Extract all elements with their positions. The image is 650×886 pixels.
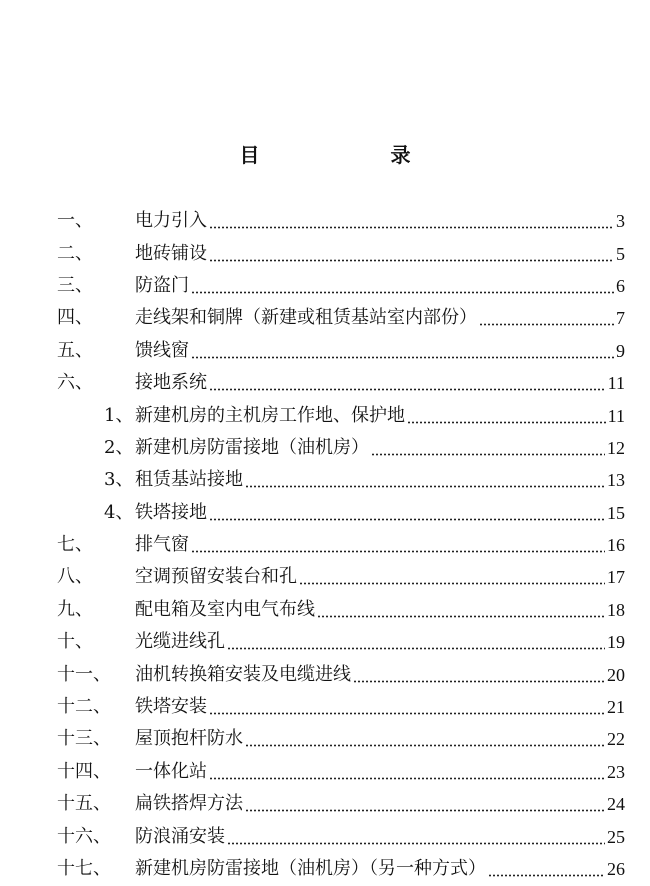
toc-entry[interactable] (57, 561, 625, 593)
toc-leader-dots (371, 439, 605, 457)
toc-entry[interactable] (57, 237, 625, 269)
toc-entry[interactable] (57, 788, 625, 820)
toc-entry-page-number: 23 (607, 761, 625, 782)
toc-entry[interactable] (57, 756, 625, 788)
toc-leader-dots (479, 309, 614, 327)
toc-entry[interactable] (57, 658, 625, 690)
toc-entry-number: 4、 (104, 501, 134, 523)
toc-entry-page-number: 13 (607, 470, 625, 491)
toc-leader-dots (209, 698, 605, 716)
toc-leader-dots (209, 763, 605, 781)
toc-entry-number: 二、 (57, 242, 93, 264)
toc-entry-page-number: 18 (607, 599, 625, 620)
toc-entry[interactable] (57, 529, 625, 561)
toc-leader-dots (245, 795, 605, 813)
toc-entry-page-number: 21 (607, 697, 625, 718)
toc-entry-page-number: 3 (616, 211, 625, 232)
toc-entry-label: 新建机房防雷接地（油机房）（另一种方式） (135, 858, 486, 879)
toc-entry-number: 五、 (57, 339, 93, 361)
toc-entry-label: 防盗门 (135, 274, 189, 296)
toc-entry-number: 十、 (57, 631, 93, 653)
toc-entry-number: 七、 (57, 534, 93, 556)
toc-entry[interactable] (57, 464, 625, 496)
toc-entry-page-number: 25 (607, 826, 625, 847)
toc-entry-page-number: 17 (607, 567, 625, 588)
toc-entry-label: 馈线窗 (135, 339, 189, 361)
toc-entry-number: 三、 (57, 274, 93, 296)
toc-entry-page-number: 19 (607, 632, 625, 653)
toc-entry-label: 一体化站 (135, 760, 207, 782)
toc-entry-label: 走线架和铜牌（新建或租赁基站室内部份） (135, 307, 477, 329)
toc-entry[interactable] (57, 367, 625, 399)
toc-entry-page-number: 5 (616, 243, 625, 264)
toc-entry-label: 地砖铺设 (135, 242, 207, 264)
toc-entry[interactable] (57, 853, 625, 885)
toc-entry-number: 十四、 (57, 760, 111, 782)
toc-entry-label: 铁塔接地 (135, 501, 207, 523)
toc-leader-dots (245, 730, 605, 748)
toc-entry[interactable] (57, 270, 625, 302)
toc-entry-label: 新建机房的主机房工作地、保护地 (135, 404, 405, 426)
toc-leader-dots (407, 407, 606, 425)
toc-leader-dots (209, 374, 606, 392)
toc-leader-dots (227, 633, 605, 651)
toc-entry[interactable] (57, 302, 625, 334)
toc-entry-page-number: 22 (607, 729, 625, 750)
toc-entry-number: 一、 (57, 210, 93, 232)
toc-entry-number: 十一、 (57, 663, 111, 685)
toc-entry-number: 十七、 (57, 858, 111, 879)
toc-entry-page-number: 9 (616, 340, 625, 361)
toc-entry[interactable] (57, 432, 625, 464)
toc-entry-page-number: 24 (607, 794, 625, 815)
toc-title: 目 录 (239, 143, 473, 167)
toc-entry-number: 十二、 (57, 696, 111, 718)
toc-entry-number: 四、 (57, 307, 93, 329)
toc-entry-page-number: 20 (607, 664, 625, 685)
toc-entry[interactable] (57, 594, 625, 626)
toc-leader-dots (209, 212, 614, 230)
toc-leader-dots (353, 666, 605, 684)
toc-entry-number: 六、 (57, 372, 93, 394)
toc-entry-label: 防浪涌安装 (135, 825, 225, 847)
toc-entry[interactable] (57, 399, 625, 431)
toc-entry-label: 扁铁搭焊方法 (135, 793, 243, 815)
toc-entry-page-number: 26 (607, 859, 625, 879)
toc-entry-page-number: 11 (607, 373, 625, 394)
toc-entry[interactable] (57, 335, 625, 367)
toc-entry[interactable] (57, 497, 625, 529)
toc-entry-number: 3、 (104, 469, 134, 491)
toc-entry-page-number: 7 (616, 308, 625, 329)
toc-entry[interactable] (57, 820, 625, 852)
toc-entry[interactable] (57, 723, 625, 755)
toc-leader-dots (191, 536, 605, 554)
toc-entry-label: 铁塔安装 (135, 696, 207, 718)
toc-entry[interactable] (57, 205, 625, 237)
toc-entry-page-number: 12 (607, 437, 625, 458)
toc-entry-number: 八、 (57, 566, 93, 588)
toc-entry[interactable] (57, 691, 625, 723)
toc-entry-page-number: 15 (607, 502, 625, 523)
toc-entry-label: 租赁基站接地 (135, 469, 243, 491)
toc-entry-label: 接地系统 (135, 372, 207, 394)
toc-leader-dots (191, 277, 614, 295)
toc-entry-label: 空调预留安装台和孔 (135, 566, 297, 588)
toc-entry-number: 2、 (104, 436, 134, 458)
toc-leader-dots (227, 828, 605, 846)
toc-leader-dots (299, 568, 605, 586)
table-of-contents (57, 205, 625, 885)
toc-entry-page-number: 16 (607, 535, 625, 556)
toc-leader-dots (209, 245, 614, 263)
toc-entry[interactable] (57, 626, 625, 658)
toc-entry-label: 屋顶抱杆防水 (135, 728, 243, 750)
toc-entry-label: 电力引入 (135, 210, 207, 232)
toc-entry-number: 1、 (104, 404, 134, 426)
toc-leader-dots (245, 471, 605, 489)
toc-entry-label: 光缆进线孔 (135, 631, 225, 653)
toc-entry-page-number: 11 (607, 405, 625, 426)
toc-entry-number: 十六、 (57, 825, 111, 847)
toc-entry-number: 九、 (57, 598, 93, 620)
toc-entry-number: 十三、 (57, 728, 111, 750)
toc-leader-dots (488, 860, 605, 878)
toc-entry-label: 配电箱及室内电气布线 (135, 598, 315, 620)
toc-entry-label: 新建机房防雷接地（油机房） (135, 436, 369, 458)
toc-leader-dots (317, 601, 605, 619)
toc-entry-number: 十五、 (57, 793, 111, 815)
toc-leader-dots (191, 342, 614, 360)
toc-entry-label: 排气窗 (135, 534, 189, 556)
toc-leader-dots (209, 504, 605, 522)
toc-entry-page-number: 6 (616, 275, 625, 296)
toc-entry-label: 油机转换箱安装及电缆进线 (135, 663, 351, 685)
